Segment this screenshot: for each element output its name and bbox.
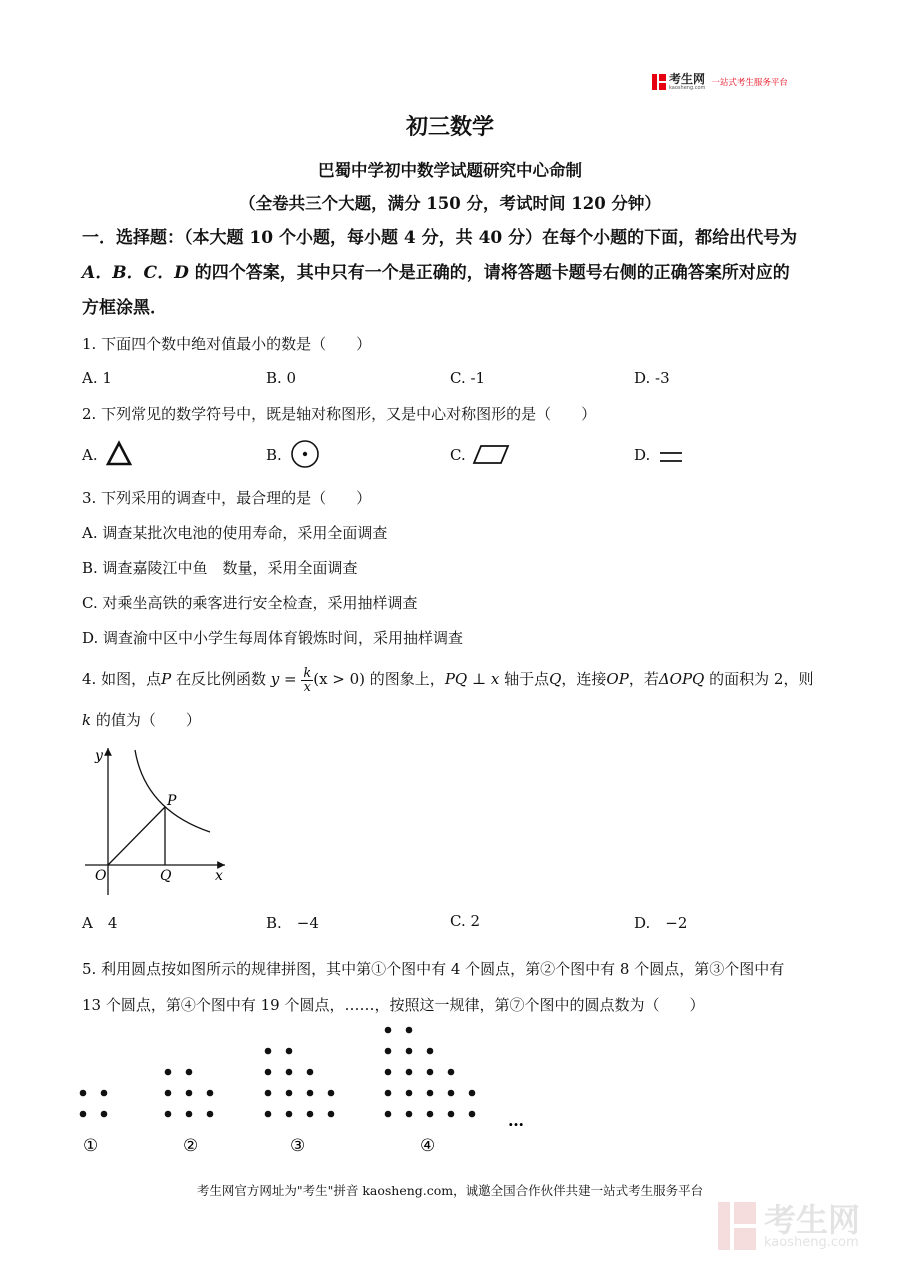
logo-url: kaosheng.com xyxy=(669,85,706,91)
question-2-stem: 2. 下列常见的数学符号中，既是轴对称图形，又是中心对称图形的是（ ） xyxy=(82,405,597,423)
section-line-1: 一．选择题：（本大题 10 个小题，每小题 4 分，共 40 分）在每个小题的下面，都给出代号为 xyxy=(82,228,798,248)
q4-option-d: D. −2 xyxy=(634,914,688,932)
dot-fig4 xyxy=(427,1090,434,1097)
dot-fig4 xyxy=(385,1111,392,1118)
dot-fig2 xyxy=(207,1090,214,1097)
dot-fig4 xyxy=(448,1090,455,1097)
dot-fig2 xyxy=(165,1111,172,1118)
section-heading xyxy=(82,221,842,326)
q-label: Q xyxy=(160,868,172,884)
question-3-stem: 3. 下列采用的调查中，最合理的是（ ） xyxy=(82,489,372,507)
q1-option-a: A. 1 xyxy=(82,369,112,387)
dot-fig4 xyxy=(427,1069,434,1076)
y-label: y xyxy=(95,748,103,764)
dot-fig2 xyxy=(186,1111,193,1118)
dot-fig1 xyxy=(80,1111,87,1118)
dot-fig3 xyxy=(286,1111,293,1118)
dot-fig1 xyxy=(80,1090,87,1097)
figure-label-2: ② xyxy=(183,1136,199,1155)
dot-fig1 xyxy=(101,1111,108,1118)
question-5-stem: 5. 利用圆点按如图所示的规律拼图，其中第①个图中有 4 个圆点，第②个图中有 8 个圆点，第③个图中有 xyxy=(82,960,785,978)
watermark-name: 考生网 xyxy=(764,1200,861,1239)
dot-fig1 xyxy=(101,1090,108,1097)
dot-fig4 xyxy=(385,1090,392,1097)
dot-fig4 xyxy=(406,1027,413,1034)
dot-fig3 xyxy=(265,1111,272,1118)
dot-fig3 xyxy=(286,1069,293,1076)
segment-op xyxy=(108,807,165,865)
dot-fig4 xyxy=(427,1048,434,1055)
dot-fig3 xyxy=(307,1111,314,1118)
q2-option-d: D. xyxy=(634,446,651,464)
q2-option-b: B. xyxy=(266,446,282,464)
q3-option-c: C. 对乘坐高铁的乘客进行安全检查，采用抽样调查 xyxy=(82,594,418,612)
dot-fig4 xyxy=(469,1111,476,1118)
figure-label-3: ③ xyxy=(290,1136,306,1155)
dot-fig3 xyxy=(286,1048,293,1055)
dot-fig2 xyxy=(207,1111,214,1118)
q3-option-b: B. 调查嘉陵江中鱼 数量，采用全面调查 xyxy=(82,559,358,577)
dot-fig4 xyxy=(406,1111,413,1118)
dot-fig4 xyxy=(469,1090,476,1097)
q4-option-b: B. −4 xyxy=(266,914,319,932)
dot-fig3 xyxy=(265,1048,272,1055)
dot-fig4 xyxy=(427,1111,434,1118)
dot-fig3 xyxy=(265,1090,272,1097)
header-logo[interactable] xyxy=(652,72,788,92)
circled-dot-symbol-icon xyxy=(290,439,320,469)
hyperbola-curve xyxy=(135,750,210,832)
q4-option-a: A 4 xyxy=(82,914,118,932)
q1-option-c: C. -1 xyxy=(450,369,486,387)
origin-label: O xyxy=(95,868,107,884)
dot-fig3 xyxy=(328,1090,335,1097)
q1-option-b: B. 0 xyxy=(266,369,297,387)
watermark-url: kaosheng.com xyxy=(764,1234,859,1250)
logo-name: 考生网 xyxy=(669,72,706,86)
dot-fig2 xyxy=(165,1090,172,1097)
figure-label-1: ① xyxy=(83,1136,99,1155)
q2-option-a: A. xyxy=(82,446,98,464)
exam-note: （全卷共三个大题，满分 150 分，考试时间 120 分钟） xyxy=(239,194,661,213)
q5-dot-patterns xyxy=(78,1020,538,1155)
p-label: P xyxy=(167,793,177,809)
triangle-symbol-icon xyxy=(105,440,133,466)
dot-fig4 xyxy=(385,1027,392,1034)
dot-fig4 xyxy=(406,1069,413,1076)
q3-option-d: D. 调查渝中区中小学生每周体育锻炼时间，采用抽样调查 xyxy=(82,629,464,647)
dot-fig2 xyxy=(186,1069,193,1076)
dot-fig4 xyxy=(385,1048,392,1055)
logo-mark-icon xyxy=(652,74,666,90)
dot-fig3 xyxy=(307,1090,314,1097)
q2-option-c: C. xyxy=(450,446,466,464)
q4-option-c: C. 2 xyxy=(450,912,481,930)
question-4-stem: 4. 如图，点P 在反比例函数 y = $\frac{k}{x}$ (x > 0) 的图象上，PQ ⊥ x 轴于点Q，连接OP，若ΔOPQ 的面积为 2，则 xyxy=(82,665,814,695)
dot-fig3 xyxy=(265,1069,272,1076)
figure-label-4: ④ xyxy=(420,1136,436,1155)
q1-option-d: D. -3 xyxy=(634,369,670,387)
dot-fig4 xyxy=(448,1111,455,1118)
fraction-k-over-x: $\frac{k}{x}$ xyxy=(303,665,312,695)
dot-fig2 xyxy=(165,1069,172,1076)
dot-fig2 xyxy=(186,1090,193,1097)
q4-graph xyxy=(85,740,235,900)
equals-symbol-icon xyxy=(659,448,683,466)
question-1-stem: 1. 下面四个数中绝对值最小的数是（ ） xyxy=(82,335,372,353)
dot-fig4 xyxy=(448,1069,455,1076)
question-5-stem-line-2: 13 个圆点，第④个图中有 19 个圆点，……，按照这一规律，第⑦个图中的圆点数为（ ） xyxy=(82,996,705,1014)
dot-fig3 xyxy=(307,1069,314,1076)
dot-fig3 xyxy=(328,1111,335,1118)
section-line-2: A．B．C．D 的四个答案，其中只有一个是正确的，请将答题卡题号右侧的正确答案所对应的 xyxy=(82,263,790,283)
page-title: 初三数学 xyxy=(405,114,494,140)
q3-option-a: A. 调查某批次电池的使用寿命，采用全面调查 xyxy=(82,524,388,542)
dot-fig4 xyxy=(385,1069,392,1076)
page-subtitle: 巴蜀中学初中数学试题研究中心命制 xyxy=(318,161,582,180)
question-4-stem-line-2: k 的值为（ ） xyxy=(82,711,201,729)
watermark xyxy=(718,1202,860,1250)
logo-tagline: 一站式考生服务平台 xyxy=(711,78,788,88)
parallelogram-symbol-icon xyxy=(472,443,512,467)
watermark-logo-icon xyxy=(718,1202,756,1250)
section-line-3: 方框涂黑． xyxy=(82,298,167,318)
footer-text: 考生网官方网址为"考生"拼音 kaosheng.com，诚邀全国合作伙伴共建一站式考生服务平台 xyxy=(196,1183,704,1198)
x-label: x xyxy=(215,868,223,884)
dot-fig3 xyxy=(286,1090,293,1097)
dot-fig4 xyxy=(406,1048,413,1055)
dot-fig4 xyxy=(406,1090,413,1097)
ellipsis: … xyxy=(508,1111,524,1130)
